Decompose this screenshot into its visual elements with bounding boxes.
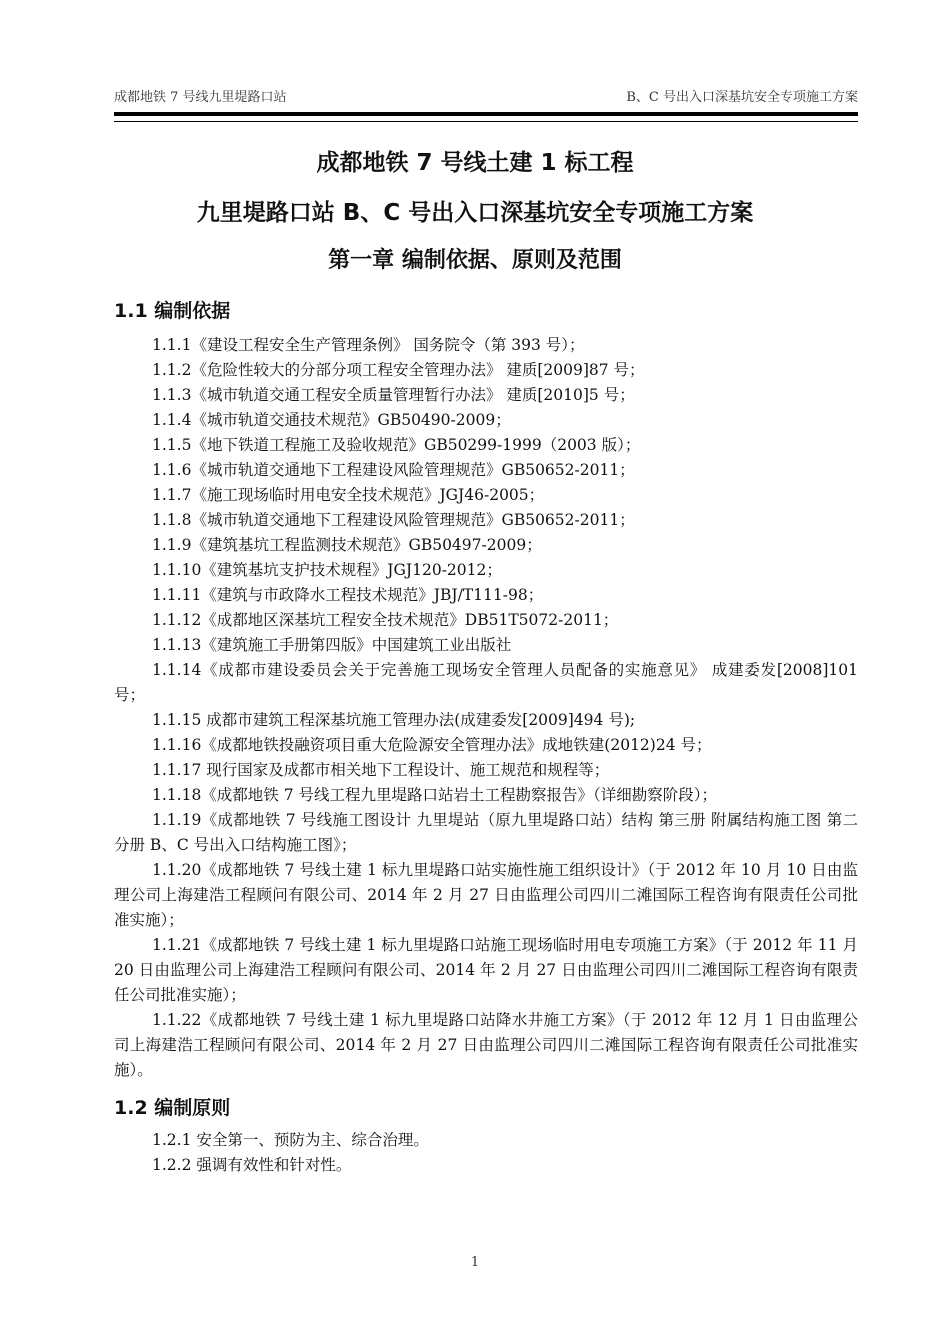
- list-item: 1.1.1《建设工程安全生产管理条例》 国务院令（第 393 号）；: [152, 336, 585, 354]
- list-item: 1.1.13《建筑施工手册第四版》中国建筑工业出版社: [152, 636, 512, 654]
- document-subtitle: 九里堤路口站 B、C 号出入口深基坑安全专项施工方案: [196, 200, 754, 226]
- header-rule-thick: [114, 112, 858, 116]
- list-item: 1.1.10《建筑基坑支护技术规程》JGJ120-2012；: [152, 561, 502, 579]
- list-item: 1.1.9《建筑基坑工程监测技术规范》GB50497-2009；: [152, 536, 542, 554]
- list-item: 1.1.19《成都地铁 7 号线施工图设计 九里堤站（原九里堤路口站）结构 第三册 附属结构施工图 第二分册 B、C 号出入口结构施工图》；: [114, 811, 858, 854]
- list-item: 1.1.22《成都地铁 7 号线土建 1 标九里堤路口站降水井施工方案》（于 2012 年 12 月 1 日由监理公司上海建浩工程顾问有限公司、2014 年 2 月 27 日由监理公司四川二滩国际工程咨询有限责任公司批准实施）。: [114, 1011, 858, 1079]
- list-item: 1.1.14《成都市建设委员会关于完善施工现场安全管理人员配备的实施意见》 成建委发[2008]101 号；: [114, 661, 858, 704]
- list-item: 1.1.2《危险性较大的分部分项工程安全管理办法》 建质[2009]87 号；: [152, 361, 645, 379]
- list-item: 1.1.17 现行国家及成都市相关地下工程设计、施工规范和规程等；: [152, 761, 610, 779]
- section-heading-1-1: 1.1 编制依据: [114, 300, 231, 322]
- page-number: 1: [470, 1255, 480, 1270]
- list-item: 1.2.1 安全第一、预防为主、综合治理。: [152, 1131, 429, 1149]
- list-item: 1.1.5《地下铁道工程施工及验收规范》GB50299-1999（2003 版）；: [152, 436, 641, 454]
- chapter-title: 第一章 编制依据、原则及范围: [328, 248, 622, 273]
- section-1-1-list: [114, 333, 858, 1083]
- header-left-text: 成都地铁 7 号线九里堤路口站: [114, 90, 287, 105]
- list-item: 1.1.3《城市轨道交通工程安全质量管理暂行办法》 建质[2010]5 号；: [152, 386, 635, 404]
- section-heading-1-2: 1.2 编制原则: [114, 1097, 231, 1119]
- header-rule-thin: [114, 121, 858, 122]
- list-item: 1.2.2 强调有效性和针对性。: [152, 1156, 352, 1174]
- section-1-2-list: [114, 1128, 858, 1178]
- list-item: 1.1.6《城市轨道交通地下工程建设风险管理规范》GB50652-2011；: [152, 461, 635, 479]
- list-item: 1.1.11《建筑与市政降水工程技术规范》JBJ/T111-98；: [152, 586, 544, 604]
- header-right-text: B、C 号出入口深基坑安全专项施工方案: [626, 90, 858, 105]
- list-item: 1.1.15 成都市建筑工程深基坑施工管理办法(成建委发[2009]494 号);: [152, 711, 636, 729]
- list-item: 1.1.7《施工现场临时用电安全技术规范》JGJ46-2005；: [152, 486, 545, 504]
- document-title: 成都地铁 7 号线土建 1 标工程: [316, 150, 634, 176]
- list-item: 1.1.18《成都地铁 7 号线工程九里堤路口站岩土工程勘察报告》（详细勘察阶段）；: [152, 786, 718, 804]
- list-item: 1.1.12《成都地区深基坑工程安全技术规范》DB51T5072-2011；: [152, 611, 619, 629]
- list-item: 1.1.20《成都地铁 7 号线土建 1 标九里堤路口站实施性施工组织设计》（于 2012 年 10 月 10 日由监理公司上海建浩工程顾问有限公司、2014 年 2 月 27 日由监理公司四川二滩国际工程咨询有限责任公司批准实施）；: [114, 861, 858, 929]
- list-item: 1.1.16《成都地铁投融资项目重大危险源安全管理办法》成地铁建(2012)24 号；: [152, 736, 712, 754]
- list-item: 1.1.21《成都地铁 7 号线土建 1 标九里堤路口站施工现场临时用电专项施工方案》（于 2012 年 11 月 20 日由监理公司上海建浩工程顾问有限公司、2014 年 2 月 27 日由监理公司四川二滩国际工程咨询有限责任公司批准实施）；: [114, 936, 858, 1004]
- page-header: [114, 86, 858, 105]
- list-item: 1.1.4《城市轨道交通技术规范》GB50490-2009；: [152, 411, 511, 429]
- list-item: 1.1.8《城市轨道交通地下工程建设风险管理规范》GB50652-2011；: [152, 511, 635, 529]
